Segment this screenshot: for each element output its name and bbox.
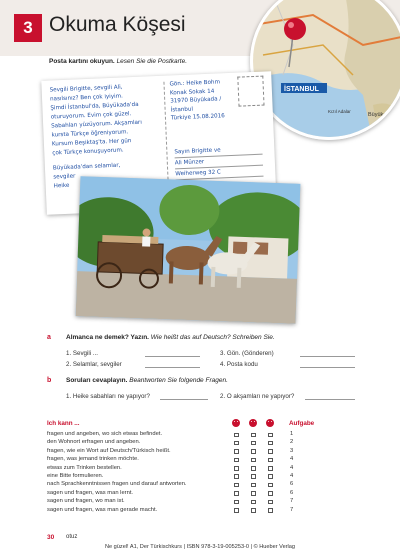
exercise-a-item-3: 3. Gön. (Gönderen) (220, 350, 274, 357)
self-check-row: eine Bitte formulieren. 4 (47, 472, 294, 479)
answer-field-a4[interactable] (300, 361, 355, 368)
checkbox-ok[interactable] (251, 491, 256, 496)
exercise-a-instruction: Almanca ne demek? Yazın. Wie heißt das auf Deutsch? Schreiben Sie. (66, 334, 275, 341)
page-title: Okuma Köşesi (49, 13, 186, 36)
checkbox-ok[interactable] (251, 474, 256, 479)
checkbox-bad[interactable] (268, 491, 273, 496)
checkbox-bad[interactable] (268, 466, 273, 471)
self-check-row: den Wohnort erfragen und angeben. 2 (47, 439, 294, 446)
horse-carriage-photo (76, 176, 301, 324)
checkbox-ok[interactable] (251, 508, 256, 513)
checkbox-good[interactable] (234, 491, 239, 496)
checkbox-good[interactable] (234, 466, 239, 471)
checkbox-good[interactable] (234, 483, 239, 488)
postcard-instruction: Posta kartını okuyun. Lesen Sie die Postkarte. (49, 58, 188, 65)
self-check-row: nach Sprachkenntnissen fragen und darauf antworten. 6 (47, 481, 294, 488)
checkbox-ok[interactable] (251, 441, 256, 446)
self-check-row: fragen, was jemand trinken möchte. 4 (47, 456, 294, 463)
task-column-heading: Aufgabe (289, 420, 315, 427)
map-city-label: İSTANBUL (284, 86, 319, 93)
stamp-box (237, 76, 264, 107)
exercise-a-item-4: 4. Posta kodu (220, 361, 258, 368)
checkbox-good[interactable] (234, 433, 239, 438)
checkbox-ok[interactable] (251, 500, 256, 505)
answer-field-a2[interactable] (145, 361, 200, 368)
footer-credit: Ne güzel! A1, Der Türkischkurs | ISBN 978-3-19-005253-0 | © Hueber Verlag (104, 544, 296, 550)
map-place-label: Kızıl Adalar (328, 109, 351, 114)
checkbox-bad[interactable] (268, 483, 273, 488)
checkbox-good[interactable] (234, 508, 239, 513)
checkbox-ok[interactable] (251, 449, 256, 454)
exercise-a-item-1: 1. Sevgili ... (66, 350, 98, 357)
answer-field-b1[interactable] (160, 393, 208, 400)
sad-face-icon (266, 419, 274, 427)
exercise-b-item-1: 1. Heike sabahları ne yapıyor? (66, 393, 150, 400)
exercise-b-instruction: Soruları cevaplayın. Beantworten Sie folgende Fragen. (66, 377, 228, 384)
checkbox-good[interactable] (234, 441, 239, 446)
map-pin-icon (284, 18, 306, 40)
self-check-heading: Ich kann ... (47, 420, 80, 427)
checkbox-good[interactable] (234, 449, 239, 454)
checkbox-ok[interactable] (251, 483, 256, 488)
checkbox-good[interactable] (234, 458, 239, 463)
exercise-b-letter: b (47, 377, 52, 384)
answer-field-a1[interactable] (145, 350, 200, 357)
self-check-row: fragen, wie ein Wort auf Deutsch/Türkisch heißt. 3 (47, 447, 294, 454)
checkbox-bad[interactable] (268, 449, 273, 454)
checkbox-bad[interactable] (268, 508, 273, 513)
page-number-word: otuz (66, 534, 78, 540)
checkbox-bad[interactable] (268, 441, 273, 446)
checkbox-ok[interactable] (251, 458, 256, 463)
postcard-recipient: Sayın Brigitte ve Ali Münzer Weiherweg 32 C (174, 144, 264, 203)
checkbox-good[interactable] (234, 500, 239, 505)
checkbox-ok[interactable] (251, 433, 256, 438)
checkbox-bad[interactable] (268, 474, 273, 479)
checkbox-bad[interactable] (268, 433, 273, 438)
checkbox-ok[interactable] (251, 466, 256, 471)
checkbox-bad[interactable] (268, 500, 273, 505)
chapter-number: 3 (14, 14, 42, 42)
happy-face-icon (232, 419, 240, 427)
checkbox-bad[interactable] (268, 458, 273, 463)
exercise-b-item-2: 2. O akşamları ne yapıyor? (220, 393, 295, 400)
self-check-row: sagen und fragen, wo man ist. 7 (47, 498, 294, 505)
self-check-row: etwas zum Trinken bestellen. 4 (47, 464, 294, 471)
exercise-a-letter: a (47, 334, 51, 341)
self-check-row: fragen und angeben, wo sich etwas befindet. 1 (47, 431, 294, 437)
answer-field-b2[interactable] (305, 393, 355, 400)
postcard-sender: Gön.: Heike Bohm Konak Sokak 14 31970 Büyükada / İstanbul Türkiye 15.08.2016 (169, 79, 225, 122)
answer-field-a3[interactable] (300, 350, 355, 357)
neutral-face-icon (249, 419, 257, 427)
postcard-message: Sevgili Brigitte, sevgili Ali, nasılsınız? Ben çok iyiyim. Şimdi İstanbul'da, Büyükada'da oturuyorum. Evim çok güzel. Sabahları yüzüyorum. Akşamları kursta Türkçe öğreniyorum. Kursum Beşiktaş'ta. Her gün çok Türkçe konuşuyorum. Büyükada'dan selamlar, sevgiler Heike (49, 84, 142, 190)
checkbox-good[interactable] (234, 474, 239, 479)
page-number: 30 (47, 534, 55, 541)
self-check-row: sagen und fragen, was man lernt. 6 (47, 489, 294, 496)
self-check-row: sagen und fragen, was man gerade macht. 7 (47, 506, 294, 513)
map-district-label: Büyükada (368, 112, 393, 118)
exercise-a-item-2: 2. Selamlar, sevgiler (66, 361, 122, 368)
self-check-list (47, 431, 307, 515)
